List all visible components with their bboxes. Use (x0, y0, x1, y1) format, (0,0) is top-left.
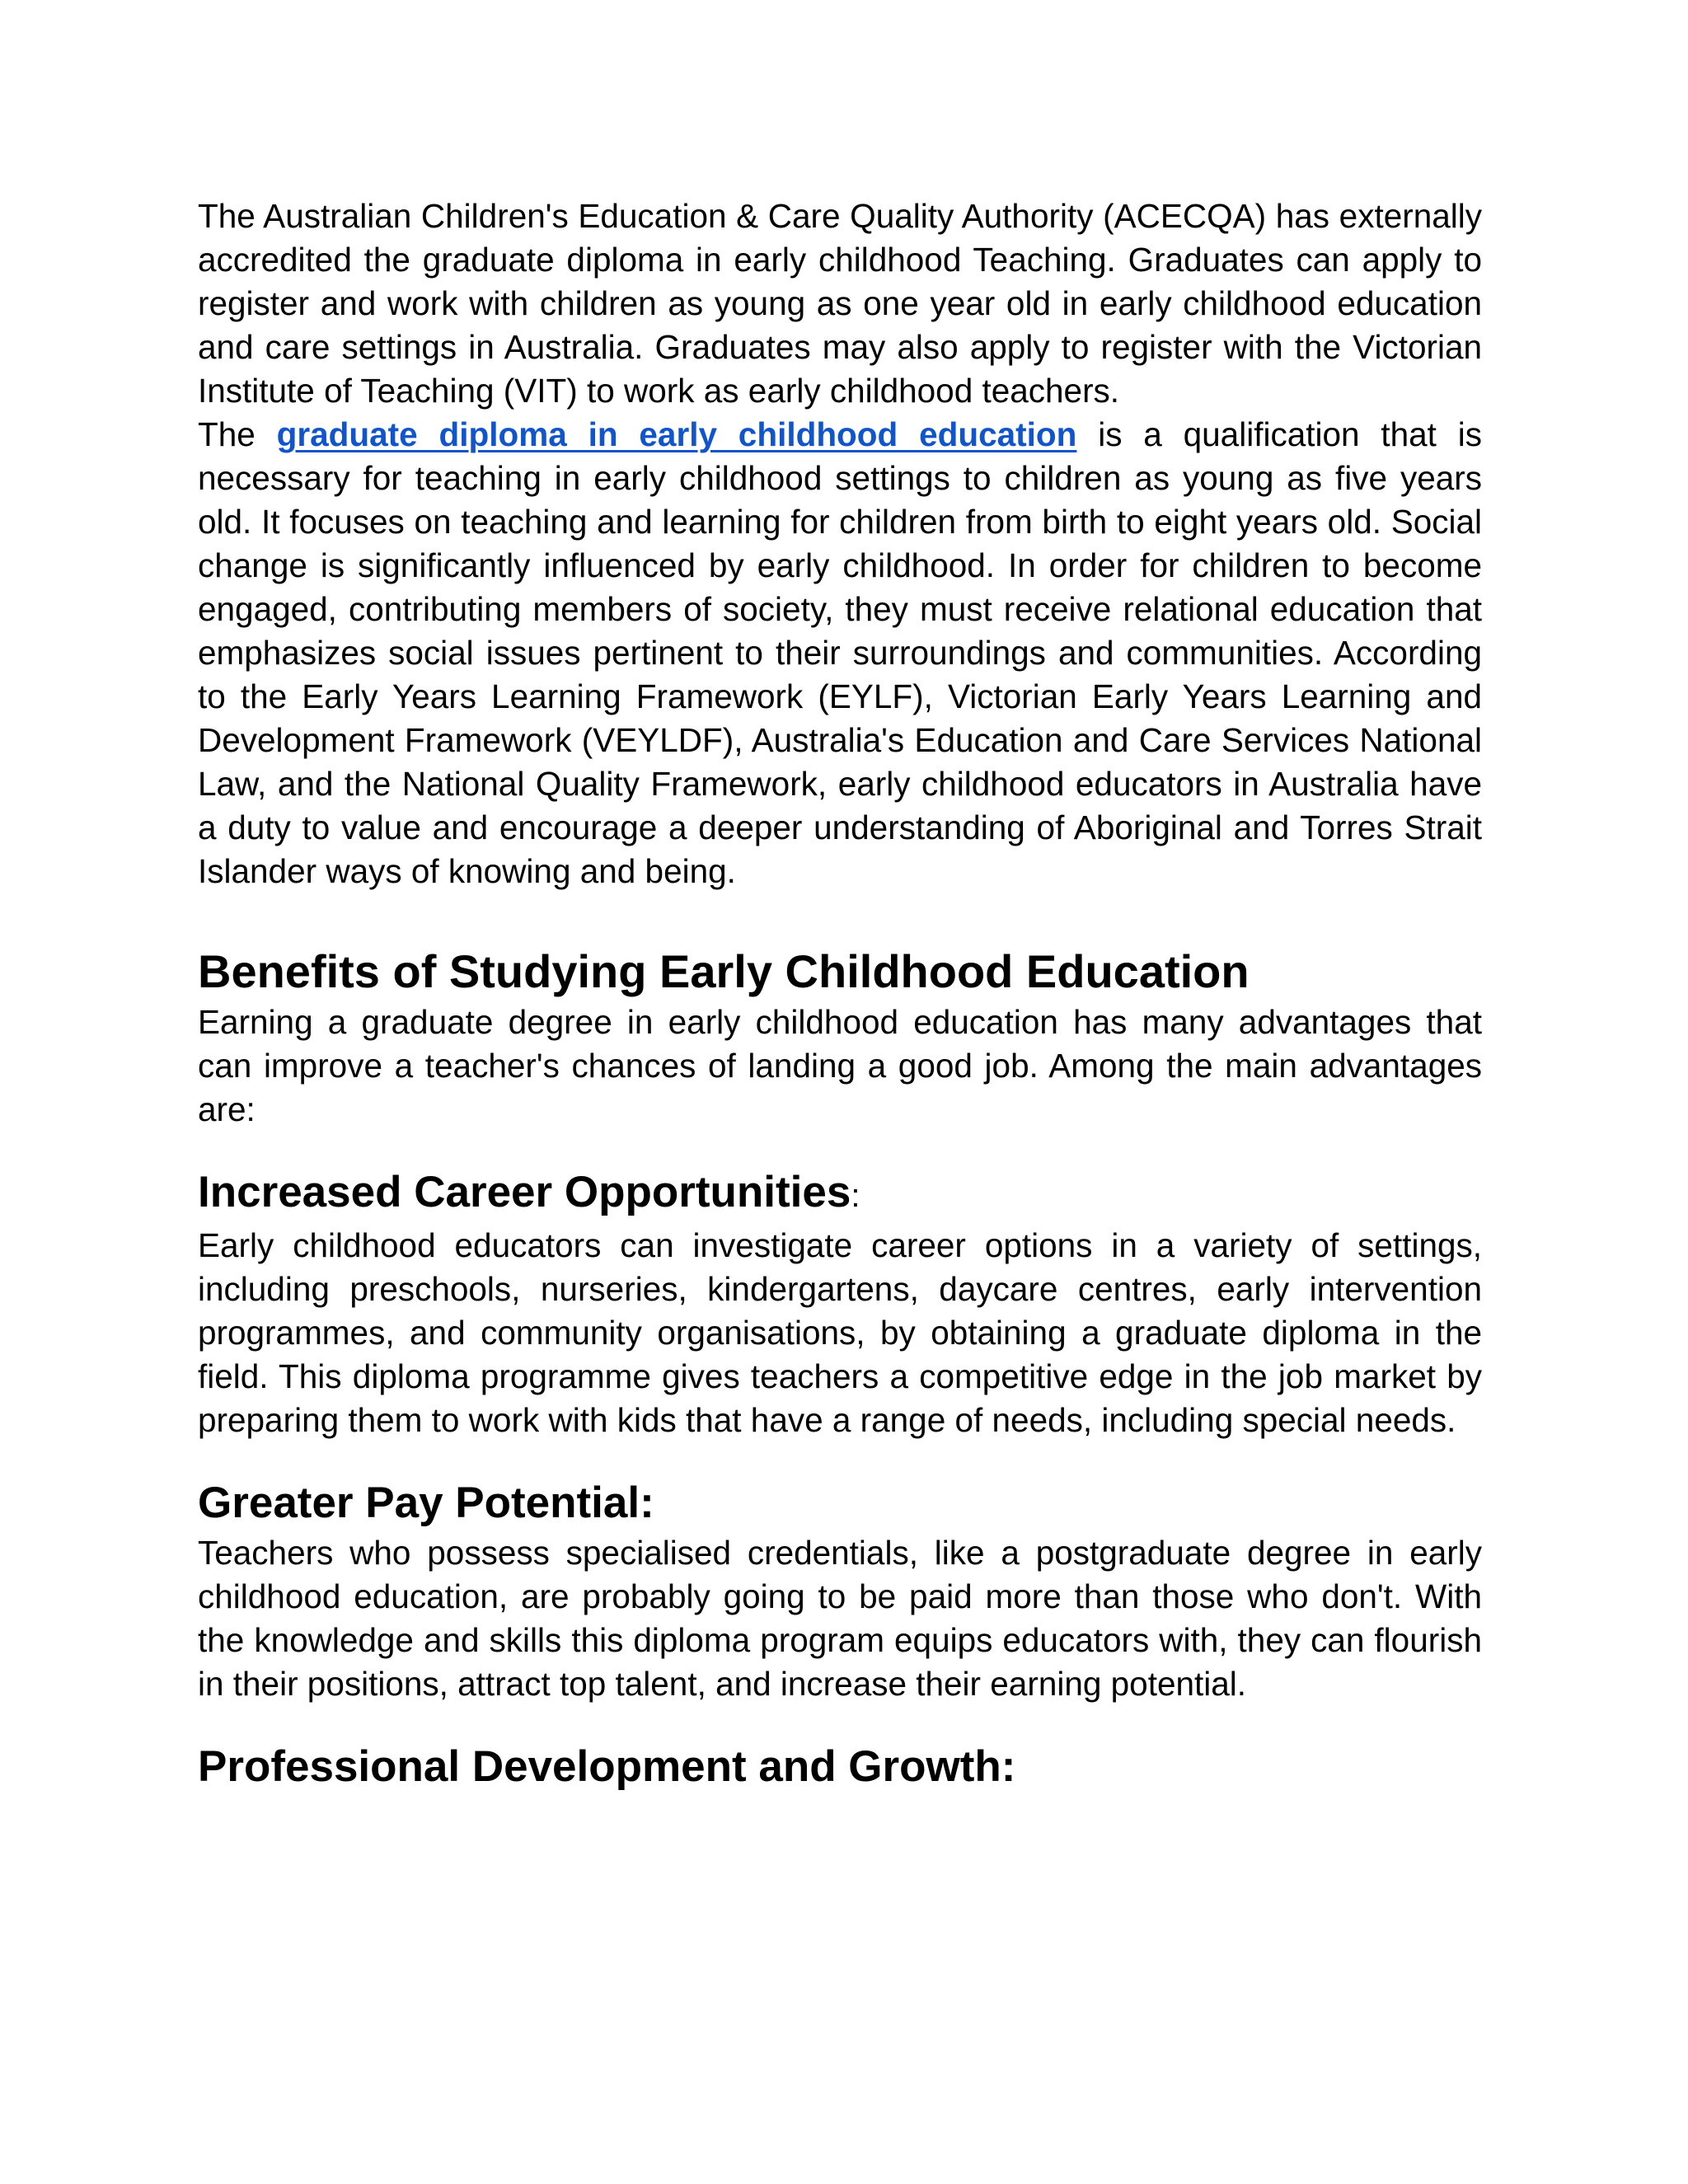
benefits-paragraph: Earning a graduate degree in early childhood education has many advantages that can improve a teacher's chances of landing a good job. Among the main advantages are: (198, 1003, 1482, 1128)
intro-paragraph-2 (198, 413, 1482, 893)
career-paragraph: Early childhood educators can investigate career options in a variety of settings, including preschools, nurseries, kindergartens, daycare centres, early intervention programmes, and community organisations, by obtaining a graduate diploma in the field. This diploma programme gives teachers a competitive edge in the job market by preparing them to work with kids that have a range of needs, including special needs. (198, 1226, 1482, 1439)
career-heading (198, 1165, 1482, 1224)
intro-paragraph-2-rest: is a qualification that is necessary for teaching in early childhood settings to children as young as five years old. It focuses on teaching and learning for children from birth to eight years old. Social change is significantly influenced by early childhood. In order for children to become engaged, contributing members of society, they must receive relational education that emphasizes social issues pertinent to their surroundings and communities. According to the Early Years Learning Framework (EYLF), Victorian Early Years Learning and Development Framework (VEYLDF), Australia's Education and Care Services National Law, and the National Quality Framework, early childhood educators in Australia have a duty to value and encourage a deeper understanding of Aboriginal and Torres Strait Islander ways of knowing and being. (198, 415, 1482, 890)
intro-paragraph-2-prefix: The (198, 415, 277, 453)
professional-heading: Professional Development and Growth: (198, 1742, 1016, 1791)
benefits-heading: Benefits of Studying Early Childhood Education (198, 945, 1250, 997)
pay-heading: Greater Pay Potential: (198, 1479, 654, 1527)
intro-paragraph-1: The Australian Children's Education & Care Quality Authority (ACECQA) has externally accredited the graduate diploma in early childhood Teaching. Graduates can apply to register and work with children as young as one year old in early childhood education and care settings in Australia. Graduates may also apply to register with the Victorian Institute of Teaching (VIT) to work as early childhood teachers. (198, 197, 1482, 410)
pay-paragraph: Teachers who possess specialised credentials, like a postgraduate degree in early childhood education, are probably going to be paid more than those who don't. With the knowledge and skills this diploma program equips educators with, they can flourish in their positions, attract top talent, and increase their earning potential. (198, 1534, 1482, 1703)
career-heading-colon: : (851, 1178, 860, 1214)
document-page (198, 194, 1482, 1795)
career-heading-text: Increased Career Opportunities (198, 1168, 851, 1216)
graduate-diploma-link[interactable]: graduate diploma in early childhood education (276, 415, 1077, 453)
